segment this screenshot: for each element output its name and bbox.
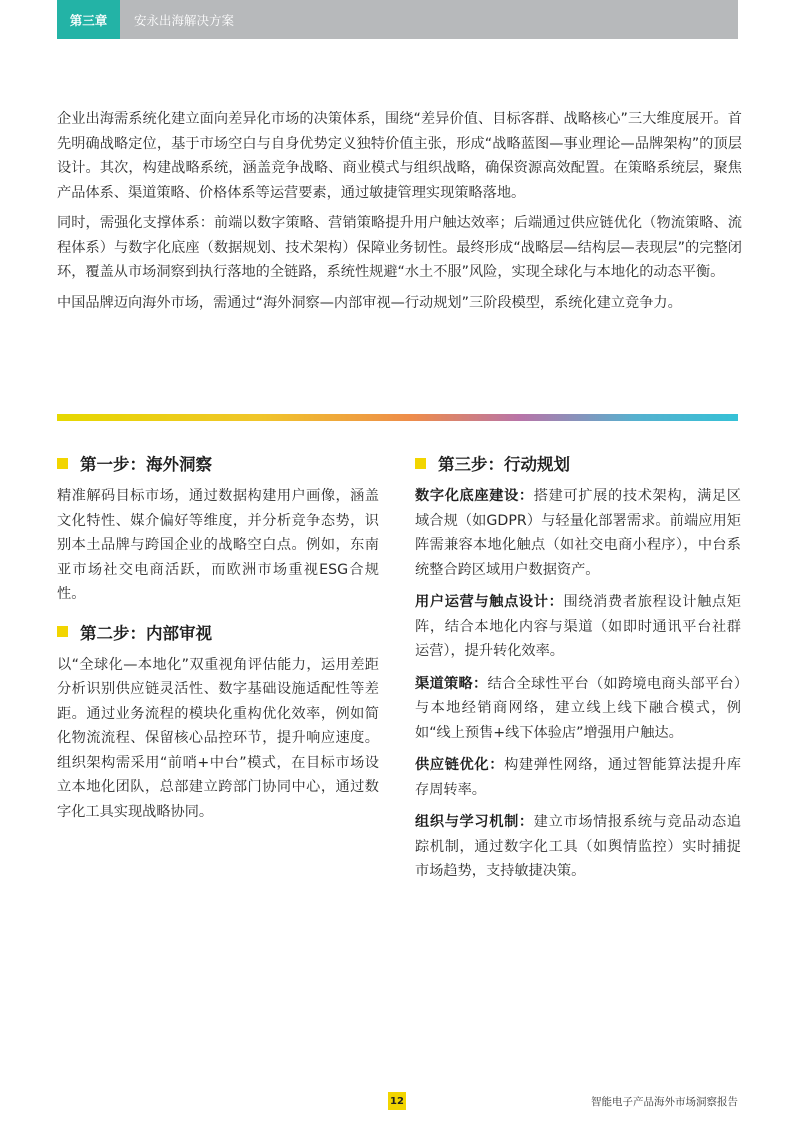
action-item — [415, 672, 741, 746]
intro-paragraph: 同时，需强化支撑体系：前端以数字策略、营销策略提升用户触达效率；后端通过供应链优化（物流策略、流程体系）与数字化底座（数据规划、技术架构）保障业务韧性。最终形成“战略层—结构层—表现层”的完整闭环，覆盖从市场洞察到执行落地的全链路，系统性规避“水土不服”风险，实现全球化与本地化的动态平衡。 — [57, 215, 742, 280]
yellow-square-icon — [57, 626, 68, 637]
right-column — [415, 450, 741, 892]
chapter-title: 安永出海解决方案 — [134, 12, 235, 28]
report-title: 智能电子产品海外市场洞察报告 — [591, 1096, 738, 1108]
step1-title: 第一步：海外洞察 — [80, 455, 212, 474]
action-item-text: 构建弹性网络，通过智能算法提升库存周转率。 — [415, 757, 741, 798]
action-item — [415, 590, 741, 664]
step2-heading — [57, 619, 379, 645]
action-item-text: 围绕消费者旅程设计触点矩阵，结合本地化内容与渠道（如即时通讯平台社群运营），提升转化效率。 — [415, 594, 741, 659]
page-number: 12 — [388, 1092, 406, 1110]
action-item-text: 建立市场情报系统与竞品动态追踪机制，通过数字化工具（如舆情监控）实时捕捉市场趋势，支持敏捷决策。 — [415, 814, 741, 879]
chapter-tag: 第三章 — [57, 0, 120, 39]
yellow-square-icon — [57, 458, 68, 469]
action-item-label: 数字化底座建设： — [415, 488, 534, 504]
chapter-header-bar — [57, 0, 738, 39]
action-item-label: 供应链优化： — [415, 757, 505, 773]
action-item-text: 搭建可扩展的技术架构，满足区域合规（如GDPR）与轻量化部署需求。前端应用矩阵需兼容本地化触点（如社交电商小程序），中台系统整合跨区域用户数据资产。 — [415, 488, 741, 578]
intro-paragraph: 企业出海需系统化建立面向差异化市场的决策体系，围绕“差异价值、目标客群、战略核心”三大维度展开。首先明确战略定位，基于市场空白与自身优势定义独特价值主张，形成“战略蓝图—事业理论—品牌架构”的顶层设计。其次，构建战略系统，涵盖竞争战略、商业模式与组织战略，确保资源高效配置。在策略系统层，聚焦产品体系、渠道策略、价格体系等运营要素，通过敏捷管理实现策略落地。 — [57, 111, 742, 201]
step2-title: 第二步：内部审视 — [80, 623, 212, 643]
action-item — [415, 753, 741, 802]
step3-title: 第三步：行动规划 — [438, 455, 570, 474]
step1-body: 精准解码目标市场，通过数据构建用户画像，涵盖文化特性、媒介偏好等维度，并分析竞争态势，识别本土品牌与跨国企业的战略空白点。例如，东南亚市场社交电商活跃，而欧洲市场重视ESG合规性。 — [57, 488, 379, 602]
action-item-label: 渠道策略： — [415, 675, 488, 692]
action-item-text: 结合全球性平台（如跨境电商头部平台）与本地经销商网络，建立线上线下融合模式，例如“线上预售+线下体验店”增强用户触达。 — [415, 675, 741, 741]
action-item-label: 组织与学习机制： — [415, 814, 534, 830]
left-column — [57, 450, 379, 836]
action-item — [415, 810, 741, 884]
action-item — [415, 484, 741, 582]
intro-section — [57, 107, 742, 321]
step3-heading — [415, 450, 741, 476]
step1-heading — [57, 450, 379, 476]
yellow-square-icon — [415, 458, 426, 469]
gradient-divider — [57, 414, 738, 421]
intro-paragraph: 中国品牌迈向海外市场，需通过“海外洞察—内部审视—行动规划”三阶段模型，系统化建立竞争力。 — [57, 294, 682, 311]
step2-body: 以“全球化—本地化”双重视角评估能力，运用差距分析识别供应链灵活性、数字基础设施适配性等差距。通过业务流程的模块化重构优化效率，例如简化物流流程、保留核心品控环节，提升响应速度。组织架构需采用“前哨+中台”模式，在目标市场设立本地化团队，总部建立跨部门协同中心，通过数字化工具实现战略协同。 — [57, 656, 379, 820]
action-item-label: 用户运营与触点设计： — [415, 594, 564, 610]
